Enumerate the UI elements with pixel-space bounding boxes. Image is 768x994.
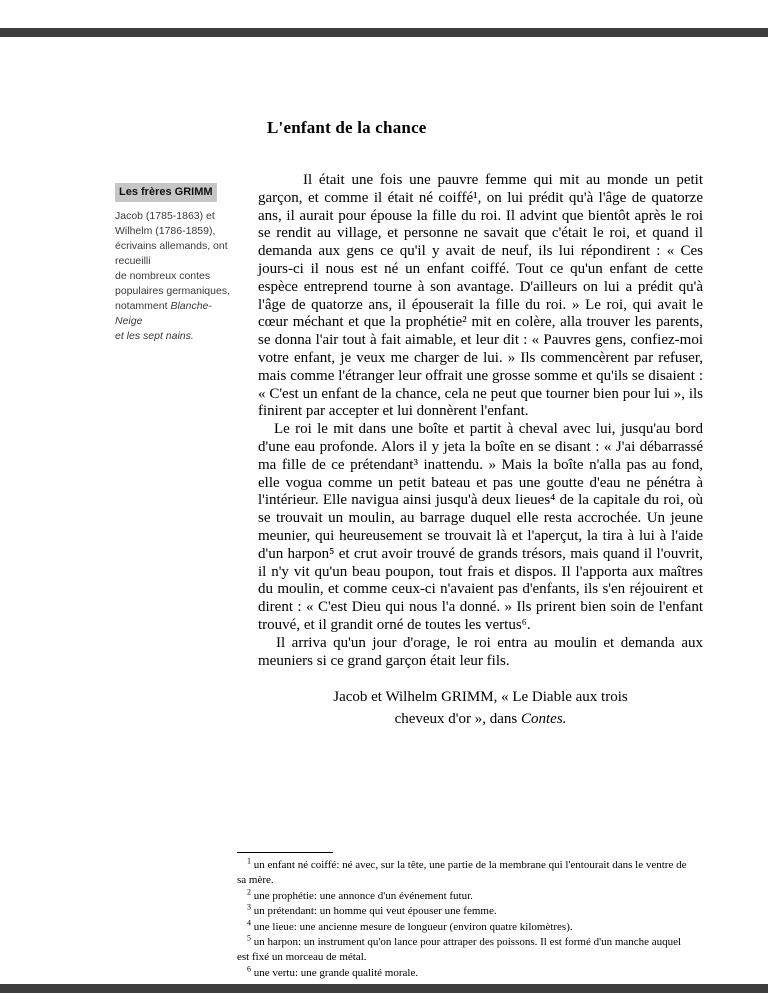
footnote-text: un harpon: un instrument qu'on lance pour attraper des poissons. Il est formé d'un manche auquel est fixé un morceau de métal. [237, 936, 682, 964]
sidebar-bio-line: Jacob (1785-1863) et [115, 210, 215, 222]
footnote [237, 935, 693, 966]
story-paragraph-3: Il arriva qu'un jour d'orage, le roi entra au moulin et demanda aux meuniers si ce grand garçon était leur fils. [258, 634, 703, 669]
page-title: L'enfant de la chance [267, 118, 427, 137]
footnote-text: une prophétie: une annonce d'un événement futur. [251, 889, 473, 902]
story-text [258, 172, 703, 730]
footnote [237, 966, 693, 981]
footnote [237, 904, 693, 919]
footnote-text: un enfant né coiffé: né avec, sur la tête, une partie de la membrane qui l'entourait dans le ventre de sa mère. [237, 859, 687, 887]
attribution-text: Jacob et Wilhelm GRIMM, « Le Diable aux trois cheveux d'or », dans [333, 689, 628, 728]
footnote-number: 3 [247, 902, 251, 912]
bottom-slide-divider [0, 984, 768, 993]
footnote-number: 6 [247, 964, 251, 974]
footnote-text: une vertu: une grande qualité morale. [251, 966, 419, 979]
top-slide-divider [0, 28, 768, 37]
attribution-work-title: Contes. [521, 711, 567, 728]
author-sidebar [115, 183, 239, 344]
story-paragraph-1: Il était une fois une pauvre femme qui mit au monde un petit garçon, et comme il était né coiffé¹, on lui prédit qu'à l'âge de quatorze ans, il aurait pour épouse la fille du roi. Il advint que bientôt après le roi se rendit au village, et personne ne savait que c'était le roi, et quand il demanda aux gens ce qu'il y avait de neuf, ils lui répondirent : « Ces jours-ci il nous est né un enfant coiffé. Tout ce qu'un enfant de cette espèce entreprend tourne à son avantage. D'ailleurs on lui a prédit qu'à l'âge de quatorze ans, il épouserait la fille du roi. » Le roi, qui avait le cœur méchant et que la prophétie² mit en colère, alla trouver les parents, se donna l'air tout à fait aimable, et leur dit : « Pauvres gens, confiez-moi votre enfant, je veux me charger de lui. » Ils commencèrent par refuser, mais comme l'étranger leur offrait une grosse somme et qu'ils se disaient : « C'est un enfant de la chance, cela ne peut que tourner bien pour lui », ils finirent par accepter et lui donnèrent l'enfant. [258, 172, 703, 420]
footnotes [237, 858, 693, 981]
footnote-number: 1 [247, 856, 251, 866]
sidebar-work-title: Neige [115, 315, 143, 327]
sidebar-work-title: et les sept nains. [115, 330, 194, 342]
attribution [316, 686, 646, 730]
footnote-separator [237, 852, 333, 853]
sidebar-bio-line: Wilhelm (1786-1859), [115, 225, 216, 237]
story-paragraph-2: Le roi le mit dans une boîte et partit à cheval avec lui, jusqu'au bord d'une eau profonde. Alors il y jeta la boîte en se disant : « J'ai débarrassé ma fille de ce prétendant³ inattendu. » Mais la boîte n'alla pas au fond, elle vogua comme un petit bateau et pas une goutte d'eau ne pénétra à l'intérieur. Elle navigua ainsi jusqu'à deux lieues⁴ de la capitale du roi, où se trouvait un moulin, au barrage duquel elle resta accrochée. Un jeune meunier, qui heureusement se trouvait là et l'aperçut, la tira à lui à l'aide d'un harpon⁵ et crut avoir trouvé de grands trésors, mais quand il l'ouvrit, il n'y vit qu'un beau poupon, tout frais et dispos. Il l'apporta aux maîtres du moulin, et comme ceux-ci n'avaient pas d'enfants, ils s'en réjouirent et dirent : « C'est Dieu qui nous l'a donné. » Ils prirent bien soin de l'enfant trouvé, et il grandit orné de toutes les vertus⁶. [258, 421, 703, 633]
sidebar-bio-line: recueilli [115, 255, 151, 267]
sidebar-work-title: Blanche- [170, 300, 212, 312]
sidebar-bio-line: écrivains allemands, ont [115, 240, 228, 252]
footnote-text: une lieue: une ancienne mesure de longueur (environ quatre kilomètres). [251, 920, 573, 933]
sidebar-bio-text: notamment [115, 300, 171, 312]
footnote [237, 889, 693, 904]
footnote [237, 917, 693, 935]
footnote-number: 5 [247, 933, 251, 943]
footnote-text: un prétendant: un homme qui veut épouser une femme. [251, 905, 497, 918]
sidebar-bio-line [115, 299, 239, 314]
sidebar-bio-line: populaires germaniques, [115, 285, 230, 297]
footnote-number: 2 [247, 887, 251, 897]
footnote-number: 4 [247, 917, 251, 927]
sidebar-heading: Les frères GRIMM [115, 183, 217, 202]
footnote [237, 858, 693, 889]
sidebar-bio-line: de nombreux contes [115, 270, 211, 282]
